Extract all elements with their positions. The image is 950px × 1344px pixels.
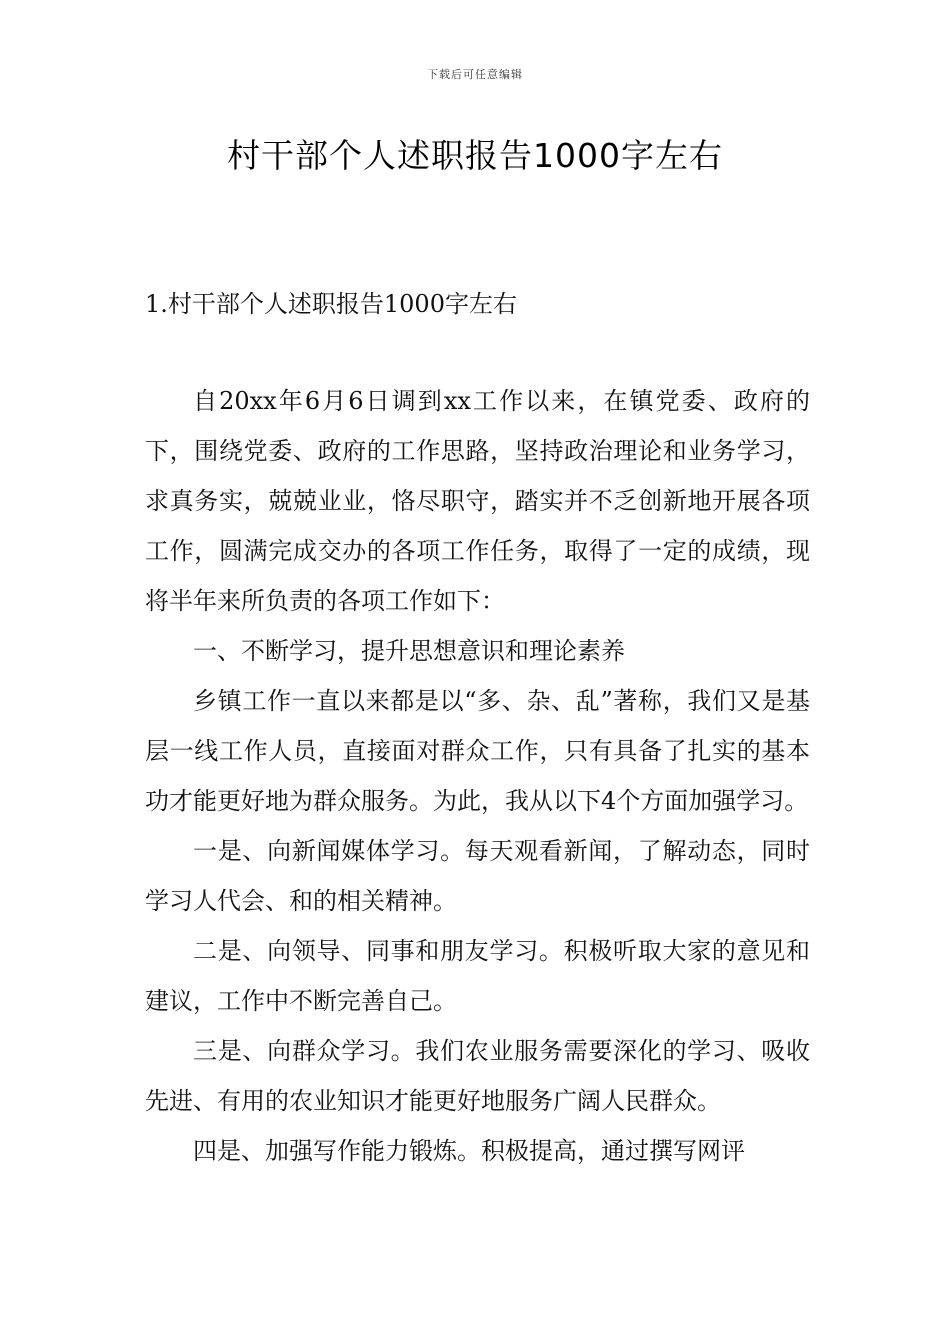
document-body bbox=[145, 376, 810, 1176]
paragraph-subheading: 一、不断学习，提升思想意识和理论素养 bbox=[193, 637, 625, 665]
paragraph-study-overview: 乡镇工作一直以来都是以“多、杂、乱”著称，我们又是基层一线工作人员，直接面对群众工作，只有具备了扎实的基本功才能更好地为群众服务。为此，我从以下4个方面加强学习。 bbox=[145, 687, 810, 815]
section-heading: 1.村干部个人述职报告1000字左右 bbox=[145, 290, 517, 318]
paragraph-point-one: 一是、向新闻媒体学习。每天观看新闻，了解动态，同时学习人代会、和的相关精神。 bbox=[145, 837, 810, 915]
paragraph-point-three: 三是、向群众学习。我们农业服务需要深化的学习、吸收先进、有用的农业知识才能更好地服务广阔人民群众。 bbox=[145, 1037, 810, 1115]
header-note: 下载后可任意编辑 bbox=[427, 68, 523, 81]
paragraph-point-two: 二是、向领导、同事和朋友学习。积极听取大家的意见和建议，工作中不断完善自己。 bbox=[145, 937, 810, 1015]
paragraph-intro: 自20xx年6月6日调到xx工作以来，在镇党委、政府的下，围绕党委、政府的工作思路，坚持政治理论和业务学习，求真务实，兢兢业业，恪尽职守，踏实并不乏创新地开展各项工作，圆满完成交办的各项工作任务，取得了一定的成绩，现将半年来所负责的各项工作如下： bbox=[145, 387, 810, 615]
document-title: 村干部个人述职报告1000字左右 bbox=[227, 136, 723, 175]
paragraph-point-four: 四是、加强写作能力锻炼。积极提高，通过撰写网评 bbox=[193, 1137, 745, 1165]
